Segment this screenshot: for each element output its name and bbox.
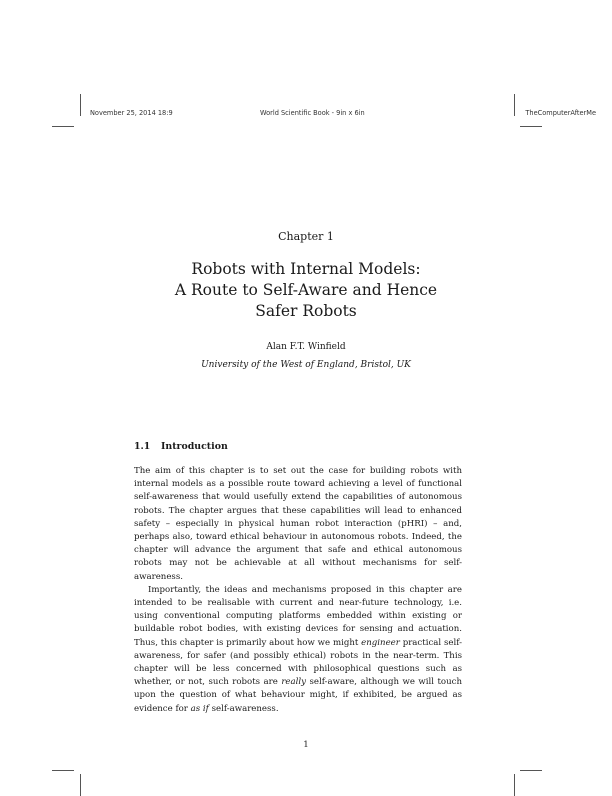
crop-mark-bottom-right-v [514,774,515,796]
section-title: Introduction [161,441,228,452]
author-affiliation: University of the West of England, Bristol, UK [201,360,411,370]
running-head-date: November 25, 2014 18:9 [90,109,173,117]
page-number: 1 [303,740,309,750]
paragraph-2-text: practical self-awareness, for safer (and possibly ethical) robots in the near-term. This chapter will be less concerned with philosophical questions such as whether, or not, such robots are [134,637,462,688]
paragraph-2-text: Importantly, the ideas and mechanisms proposed in this chapter are intended to be realisable with current and near-future technology, i.e. using conventional computing platforms embedded within existing or buildable robot bodies, with existing devices for sensing and actuation. Thus, this chapter is primarily about how we might [134,584,462,648]
chapter-title [0,259,612,322]
crop-mark-top-right-h [520,126,542,127]
emphasis-as-if: as if [190,703,209,714]
crop-mark-bottom-left-h [52,770,74,771]
running-head-book: World Scientific Book - 9in x 6in [260,109,365,117]
emphasis-really: really [281,677,306,688]
paragraph-2 [134,584,462,716]
emphasis-engineer: engineer [361,637,400,648]
body-text [134,465,462,716]
running-head [90,109,596,121]
crop-mark-bottom-right-h [520,770,542,771]
paragraph-1: The aim of this chapter is to set out the case for building robots with internal models as a possible route toward achieving a level of functional self-awareness that would usefully extend the capabilities of autonomous robots. The chapter argues that these capabilities will lead to enhanced safety – especially in physical human robot interaction (pHRI) – and, perhaps also, toward ethical behaviour in autonomous robots. Indeed, the chapter will advance the argument that safe and ethical autonomous robots may not be achievable at all without mechanisms for self-awareness. [134,466,462,582]
chapter-label: Chapter 1 [278,230,334,243]
chapter-title-line: A Route to Self-Aware and Hence [174,281,438,299]
crop-mark-bottom-left-v [80,774,81,796]
chapter-title-line: Robots with Internal Models: [191,260,421,278]
paragraph-2-text: self-awareness. [208,703,279,714]
chapter-title-line: Safer Robots [255,302,357,320]
paragraph-2-text: self-aware, although we will touch upon the question of what behaviour might, if exhibited, be argued as evidence for [134,677,462,714]
crop-mark-top-left-h [52,126,74,127]
running-head-title: TheComputerAfterMe [525,109,596,117]
section-heading [134,441,228,452]
section-number: 1.1 [134,441,151,452]
author-name: Alan F.T. Winfield [266,342,346,352]
crop-mark-top-left-v [80,94,81,116]
